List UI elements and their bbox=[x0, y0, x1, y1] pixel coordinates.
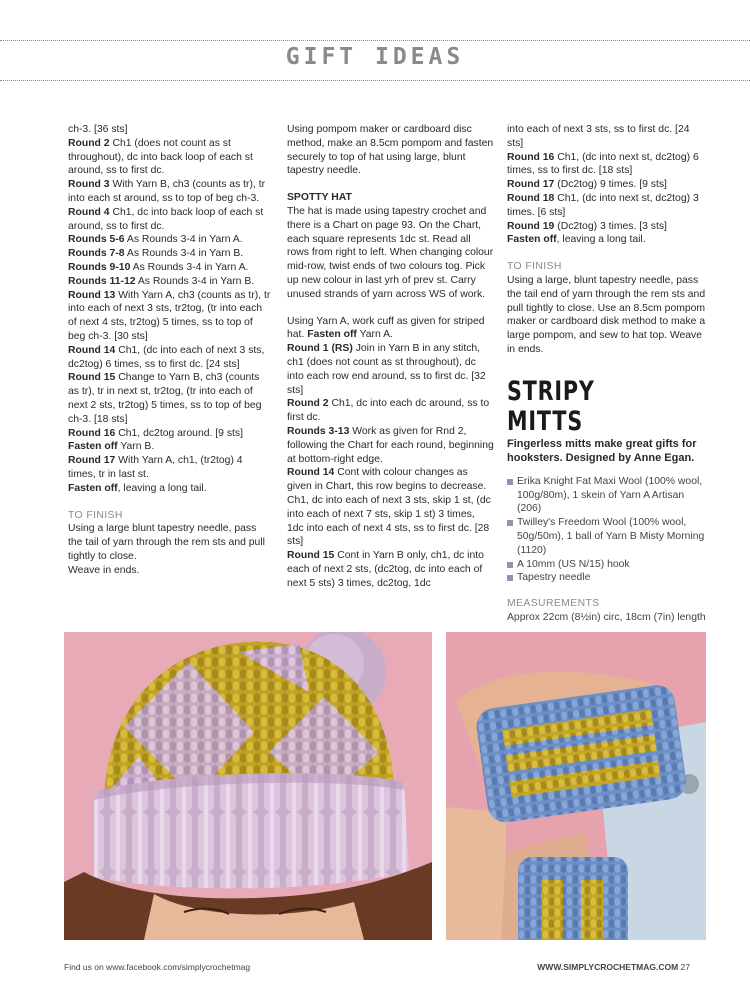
pattern-line bbox=[68, 454, 273, 482]
pattern-round-text: Change to Yarn B, ch3 (counts as tr), tr in next st, tr2tog, (tr into each of next 2 sts, tr2tog) 5 times, ss to top of beg ch-3. [18 sts] bbox=[68, 372, 262, 425]
material-item: A 10mm (US N/15) hook bbox=[507, 558, 707, 572]
pattern-round-text: Ch1, dc into each dc around, ss to first dc. bbox=[287, 398, 490, 424]
pattern-round-label: Rounds 5-6 bbox=[68, 234, 125, 246]
cuff-text-end: Yarn A. bbox=[356, 329, 393, 341]
page-number: 27 bbox=[680, 962, 690, 972]
pattern-line bbox=[287, 466, 494, 549]
column-1 bbox=[68, 123, 273, 578]
pattern-round-text: Ch1, dc2tog around. [9 sts] bbox=[115, 427, 243, 439]
pattern-line bbox=[287, 342, 494, 397]
pattern-round-text: , leaving a long tail. bbox=[117, 482, 207, 494]
pattern-line bbox=[68, 233, 273, 247]
pattern-line bbox=[68, 482, 273, 496]
col2-pattern-lines bbox=[287, 342, 494, 590]
pattern-round-label: Fasten off bbox=[68, 441, 118, 453]
pattern-round-label: Round 4 bbox=[68, 206, 110, 218]
stripy-mitts-intro: Fingerless mitts make great gifts for hooksters. Designed by Anne Egan. bbox=[507, 437, 697, 464]
pattern-line bbox=[68, 275, 273, 289]
column-3 bbox=[507, 123, 707, 625]
pattern-round-text: Work as given for Rnd 2, following the Chart for each round, beginning at bottom-right edge. bbox=[287, 425, 494, 465]
hat-illustration bbox=[64, 632, 432, 940]
col2-intro: Using pompom maker or cardboard disc method, make an 8.5cm pompom and fasten securely to top of hat using large, blunt tapestry needle. bbox=[287, 124, 494, 177]
pattern-line bbox=[507, 233, 707, 247]
pattern-round-label: Round 18 bbox=[507, 192, 555, 204]
pattern-round-label: Round 17 bbox=[507, 179, 555, 191]
hat-photo bbox=[64, 632, 432, 940]
pattern-line bbox=[68, 289, 273, 344]
pattern-line bbox=[68, 123, 273, 137]
pattern-line bbox=[68, 440, 273, 454]
measurements-text: Approx 22cm (8½in) circ, 18cm (7in) length bbox=[507, 611, 706, 623]
pattern-line bbox=[68, 371, 273, 426]
pattern-line bbox=[68, 206, 273, 234]
pattern-line bbox=[68, 178, 273, 206]
pattern-round-label: Round 1 (RS) bbox=[287, 343, 353, 355]
pattern-round-text: With Yarn A, ch1, (tr2tog) 4 times, tr in last st. bbox=[68, 455, 243, 480]
section-title: GIFT IDEAS bbox=[285, 44, 465, 70]
pattern-round-label: Round 14 bbox=[68, 344, 116, 356]
pattern-round-text: With Yarn B, ch3 (counts as tr), tr into each st around, ss to top of beg ch-3. bbox=[68, 179, 266, 204]
header-rule-bottom bbox=[0, 80, 750, 81]
footer-right[interactable] bbox=[537, 962, 690, 972]
pattern-round-label: Round 16 bbox=[68, 427, 116, 439]
footer-left[interactable]: Find us on www.facebook.com/simplycrochetmag bbox=[64, 962, 251, 972]
pattern-round-label: Round 14 bbox=[287, 467, 335, 479]
pattern-line bbox=[68, 137, 273, 178]
pattern-round-label: Round 3 bbox=[68, 179, 110, 191]
col1-pattern-lines bbox=[68, 123, 273, 496]
pattern-round-label: Round 13 bbox=[68, 289, 116, 301]
pattern-line bbox=[507, 192, 707, 220]
pattern-line bbox=[507, 151, 707, 179]
col3-pattern-lines bbox=[507, 123, 707, 247]
pattern-round-text: As Rounds 3-4 in Yarn A. bbox=[124, 234, 243, 246]
mitts-photo bbox=[446, 632, 706, 940]
pattern-line bbox=[287, 549, 494, 590]
cuff-text-bold: Fasten off bbox=[307, 329, 357, 341]
pattern-round-text: (Dc2tog) 3 times. [3 sts] bbox=[554, 220, 667, 232]
col1-finish-text2: Weave in ends. bbox=[68, 564, 140, 576]
pattern-round-label: Rounds 7-8 bbox=[68, 248, 125, 260]
pattern-round-text: into each of next 3 sts, ss to first dc. [24 sts] bbox=[507, 124, 690, 149]
pattern-line bbox=[68, 344, 273, 372]
pattern-round-label: Round 17 bbox=[68, 455, 116, 467]
pattern-line bbox=[68, 247, 273, 261]
pattern-round-label: Rounds 9-10 bbox=[68, 261, 131, 273]
col3-finish-heading: TO FINISH bbox=[507, 261, 562, 273]
material-item: Twilley's Freedom Wool (100% wool, 50g/50m), 1 ball of Yarn B Misty Morning (1120) bbox=[507, 516, 707, 557]
pattern-round-text: , leaving a long tail. bbox=[556, 234, 646, 246]
pattern-line bbox=[507, 178, 707, 192]
pattern-line bbox=[507, 220, 707, 234]
col3-finish-text: Using a large, blunt tapestry needle, pass the tail end of yarn through the rem sts and pull tightly to close. Use an 8.5cm pompom maker or cardboard disk method to make a large pompom, and sew to hat top. Weave in ends. bbox=[507, 274, 706, 355]
material-item: Erika Knight Fat Maxi Wool (100% wool, 100g/80m), 1 skein of Yarn A Artisan (206) bbox=[507, 475, 707, 516]
pattern-round-label: Rounds 3-13 bbox=[287, 425, 350, 437]
pattern-round-label: Round 19 bbox=[507, 220, 555, 232]
spotty-hat-text: The hat is made using tapestry crochet and there is a Chart on page 93. On the Chart, each square represents 1dc st. Read all rows from right to left. When changing colour mid-row, twist ends of two colours tog. Pick up new colour in last yrh of prev st. Carry unused strands of yarn across WS of work. bbox=[287, 205, 494, 300]
pattern-round-label: Rounds 11-12 bbox=[68, 275, 136, 287]
footer-site[interactable]: WWW.SIMPLYCROCHETMAG.COM bbox=[537, 962, 679, 972]
pattern-round-label: Fasten off bbox=[68, 482, 118, 494]
pattern-round-text: Ch1 (does not count as st throughout), dc into back loop of each st around, ss to first dc. bbox=[68, 137, 253, 177]
pattern-round-text: Join in Yarn B in any stitch, ch1 (does not count as st throughout), dc into each row end around, ss to first dc. [32 sts] bbox=[287, 343, 486, 396]
mitts-illustration bbox=[446, 632, 706, 940]
material-item: Tapestry needle bbox=[507, 571, 707, 585]
col1-finish-text: Using a large blunt tapestry needle, pass the tail of yarn through the rem sts and pull tightly to close. bbox=[68, 523, 265, 562]
pattern-round-label: Round 2 bbox=[68, 137, 110, 149]
pattern-round-label: Round 2 bbox=[287, 398, 329, 410]
pattern-round-text: (Dc2tog) 9 times. [9 sts] bbox=[554, 179, 667, 191]
cuff-text-main: Using Yarn A, work cuff as given for striped hat. bbox=[287, 315, 485, 341]
pattern-round-text: As Rounds 3-4 in Yarn B. bbox=[135, 275, 255, 287]
measurements-heading: MEASUREMENTS bbox=[507, 598, 600, 610]
pattern-round-text: Ch1, (dc into next st, dc2tog) 3 times. [6 sts] bbox=[507, 192, 699, 218]
pattern-round-text: Yarn B. bbox=[117, 441, 155, 453]
pattern-round-text: Cont with colour changes as given in Chart, this row begins to decrease. Ch1, dc into each of next 3 sts, skip 1 st, (dc into each of next 7 sts, skip 1 st) 3 times, 1dc into each of next 4 sts, ss to first dc. [28 sts] bbox=[287, 467, 491, 548]
pattern-round-label: Fasten off bbox=[507, 234, 557, 246]
pattern-round-text: With Yarn A, ch3 (counts as tr), tr into each of next 3 sts, tr2tog, (tr into each of next 4 sts, tr2tog) 5 times, ss to top of beg ch-3. [30 sts] bbox=[68, 289, 271, 342]
pattern-round-label: Round 16 bbox=[507, 151, 555, 163]
materials-list bbox=[507, 475, 707, 585]
spotty-hat-heading: SPOTTY HAT bbox=[287, 192, 352, 204]
pattern-round-text: As Rounds 3-4 in Yarn B. bbox=[124, 248, 244, 260]
pattern-round-text: Ch1, dc into back loop of each st around, ss to first dc. bbox=[68, 206, 264, 232]
pattern-round-text: ch-3. [36 sts] bbox=[68, 124, 128, 135]
pattern-line bbox=[68, 261, 273, 275]
pattern-line bbox=[68, 427, 273, 441]
stripy-mitts-title: STRIPY MITTS bbox=[507, 375, 595, 437]
pattern-round-label: Round 15 bbox=[287, 550, 335, 562]
cuff-text bbox=[287, 315, 494, 343]
pattern-line bbox=[287, 397, 494, 425]
pattern-round-label: Round 15 bbox=[68, 372, 116, 384]
header-rule-top bbox=[0, 40, 750, 41]
pattern-round-text: Ch1, (dc into each of next 3 sts, dc2tog) 6 times, ss to first dc. [24 sts] bbox=[68, 344, 265, 370]
column-2 bbox=[287, 123, 494, 591]
pattern-round-text: As Rounds 3-4 in Yarn A. bbox=[130, 261, 249, 273]
col1-finish-heading: TO FINISH bbox=[68, 509, 123, 521]
pattern-line bbox=[507, 123, 707, 151]
pattern-round-text: Cont in Yarn B only, ch1, dc into each of next 2 sts, (dc2tog, dc into each of next 5 sts) 3 times, dc2tog, 1dc bbox=[287, 550, 484, 589]
pattern-round-text: Ch1, (dc into next st, dc2tog) 6 times, ss to first dc. [18 sts] bbox=[507, 151, 699, 177]
pattern-line bbox=[287, 425, 494, 466]
